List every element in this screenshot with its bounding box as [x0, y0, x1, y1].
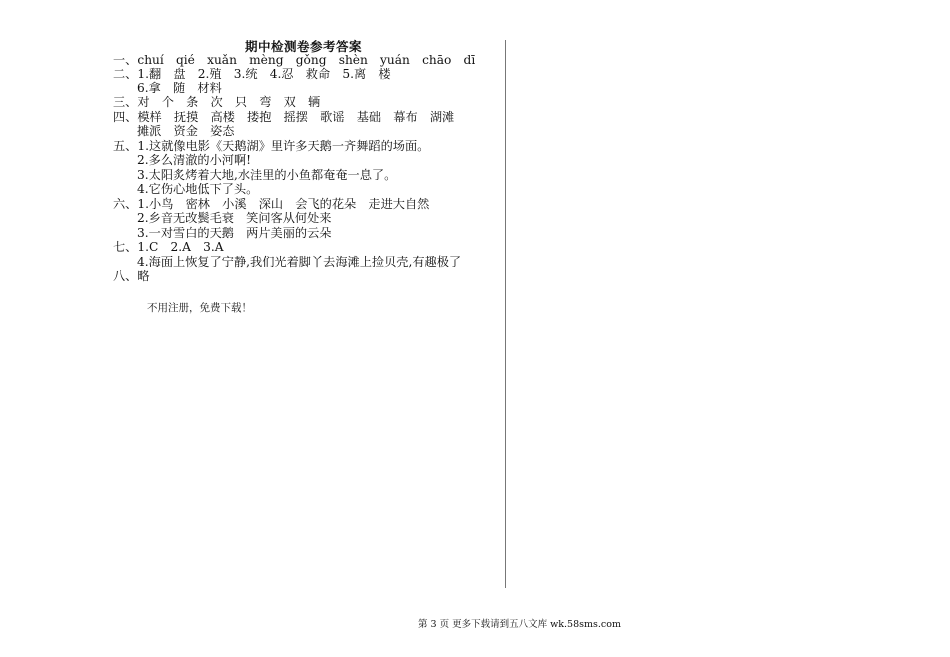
column-divider — [505, 40, 506, 588]
answer-line-4: 三、对 个 条 次 只 弯 双 辆 — [113, 95, 321, 109]
answer-line-13: 3.一对雪白的天鹅 两片美丽的云朵 — [137, 226, 332, 240]
answer-line-3: 6.拿 随 材料 — [137, 81, 222, 95]
answer-line-8: 2.多么清澈的小河啊! — [137, 153, 252, 167]
page-title: 期中检测卷参考答案 — [245, 39, 363, 54]
answer-line-5: 四、模样 抚摸 高楼 搂抱 摇摆 歌谣 基础 幕布 湖滩 — [113, 110, 455, 124]
answer-line-9: 3.太阳炙烤着大地,水洼里的小鱼都奄奄一息了。 — [137, 168, 397, 182]
free-download-note: 不用注册，免费下载！ — [147, 302, 252, 314]
answer-line-2: 二、1.翻 盘 2.殖 3.统 4.忍 救命 5.离 楼 — [113, 67, 391, 81]
answer-line-16: 八、略 — [113, 269, 150, 283]
answer-line-1: 一、chuí qié xuǎn mèng gǒng shèn yuán chāo dī — [113, 53, 476, 67]
answer-line-15: 4.海面上恢复了宁静,我们光着脚丫去海滩上捡贝壳,有趣极了 — [137, 255, 462, 269]
page-footer: 第 3 页 更多下载请到五八文库 wk.58sms.com — [418, 619, 621, 630]
answer-line-10: 4.它伤心地低下了头。 — [137, 182, 259, 196]
answer-line-6: 摊派 资金 姿态 — [137, 124, 235, 138]
answer-line-14: 七、1.C 2.A 3.A — [113, 240, 224, 254]
answer-line-12: 2.乡音无改鬓毛衰 笑问客从何处来 — [137, 211, 332, 225]
answer-line-11: 六、1.小鸟 密林 小溪 深山 会飞的花朵 走进大自然 — [113, 197, 430, 211]
answer-line-7: 五、1.这就像电影《天鹅湖》里许多天鹅一齐舞蹈的场面。 — [113, 139, 430, 153]
